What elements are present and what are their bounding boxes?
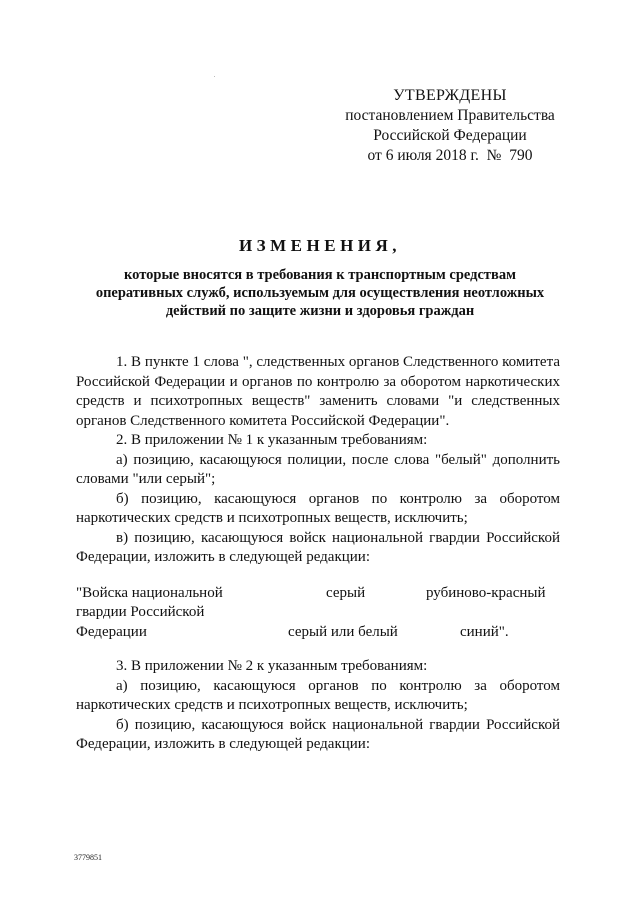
paragraph-2a (76, 451, 560, 490)
paragraph-3b-line-2: Федерации, изложить в следующей редакции: (76, 736, 370, 752)
approval-title: УТВЕРЖДЕНЫ (393, 87, 507, 104)
document-body (76, 353, 560, 568)
paragraph-3a-line-1: а) позицию, касающуюся органов по контролю за оборотом (116, 677, 560, 694)
subtitle-line-2: оперативных служб, используемым для осуществления неотложных (95, 285, 545, 301)
vehicle-color-table (76, 584, 560, 644)
paragraph-2a-line-2: словами "или серый"; (76, 471, 216, 487)
paragraph-2 (76, 431, 560, 451)
paragraph-3b (76, 716, 560, 755)
paragraph-1-line-4: органов Следственного комитета Российской Федерации". (76, 412, 450, 429)
approval-line-3: от 6 июля 2018 г. № 790 (367, 147, 533, 164)
table-cell-color-bottom: серый или белый (288, 624, 398, 640)
scan-speck (214, 76, 215, 77)
document-code: 3779851 (74, 853, 102, 862)
paragraph-2c-line-1: в) позицию, касающуюся войск национальной гвардии Российской (116, 529, 560, 546)
paragraph-2b (76, 490, 560, 529)
table-cell-name-line-2: гвардии Российской (76, 604, 205, 620)
paragraph-2b-line-2: наркотических средств и психотропных веществ, исключить; (76, 510, 468, 526)
paragraph-3a-line-2: наркотических средств и психотропных веществ, исключить; (76, 697, 468, 713)
paragraph-2a-line-1: а) позицию, касающуюся полиции, после слова "белый" дополнить (116, 451, 560, 468)
approval-stamp (320, 86, 580, 166)
paragraph-3b-line-1: б) позицию, касающуюся войск национальной гвардии Российской (116, 716, 560, 733)
paragraph-3-line: 3. В приложении № 2 к указанным требованиям: (116, 658, 428, 674)
paragraph-2-line: 2. В приложении № 1 к указанным требованиям: (116, 432, 428, 448)
document-body-continued (76, 657, 560, 755)
table-cell-stripe-top: рубиново-красный (426, 585, 546, 601)
subtitle-line-1: которые вносятся в требования к транспортным средствам (124, 267, 516, 283)
approval-line-1: постановлением Правительства (345, 107, 555, 124)
paragraph-1 (76, 353, 560, 431)
paragraph-1-line-1: 1. В пункте 1 слова ", следственных органов Следственного комитета (116, 354, 560, 370)
document-subtitle (60, 266, 580, 320)
document-heading (60, 236, 580, 320)
approval-line-2: Российской Федерации (373, 127, 527, 144)
paragraph-1-line-3: средств и психотропных веществ" заменить словами "и следственных (76, 393, 560, 409)
table-cell-name-line-3: Федерации (76, 624, 147, 640)
paragraph-2c-line-2: Федерации, изложить в следующей редакции: (76, 549, 370, 565)
document-title: ИЗМЕНЕНИЯ, (238, 236, 402, 255)
paragraph-3 (76, 657, 560, 677)
paragraph-2b-line-1: б) позицию, касающуюся органов по контролю за оборотом (116, 490, 560, 507)
table-cell-color-top: серый (326, 585, 366, 601)
subtitle-line-3: действий по защите жизни и здоровья граждан (165, 303, 475, 319)
table-cell-stripe-bottom: синий". (460, 624, 509, 640)
table-cell-name-line-1: "Войска национальной (76, 585, 223, 601)
paragraph-3a (76, 677, 560, 716)
paragraph-1-line-2: Российской Федерации и органов по контролю за оборотом наркотических (76, 373, 560, 390)
paragraph-2c (76, 529, 560, 568)
